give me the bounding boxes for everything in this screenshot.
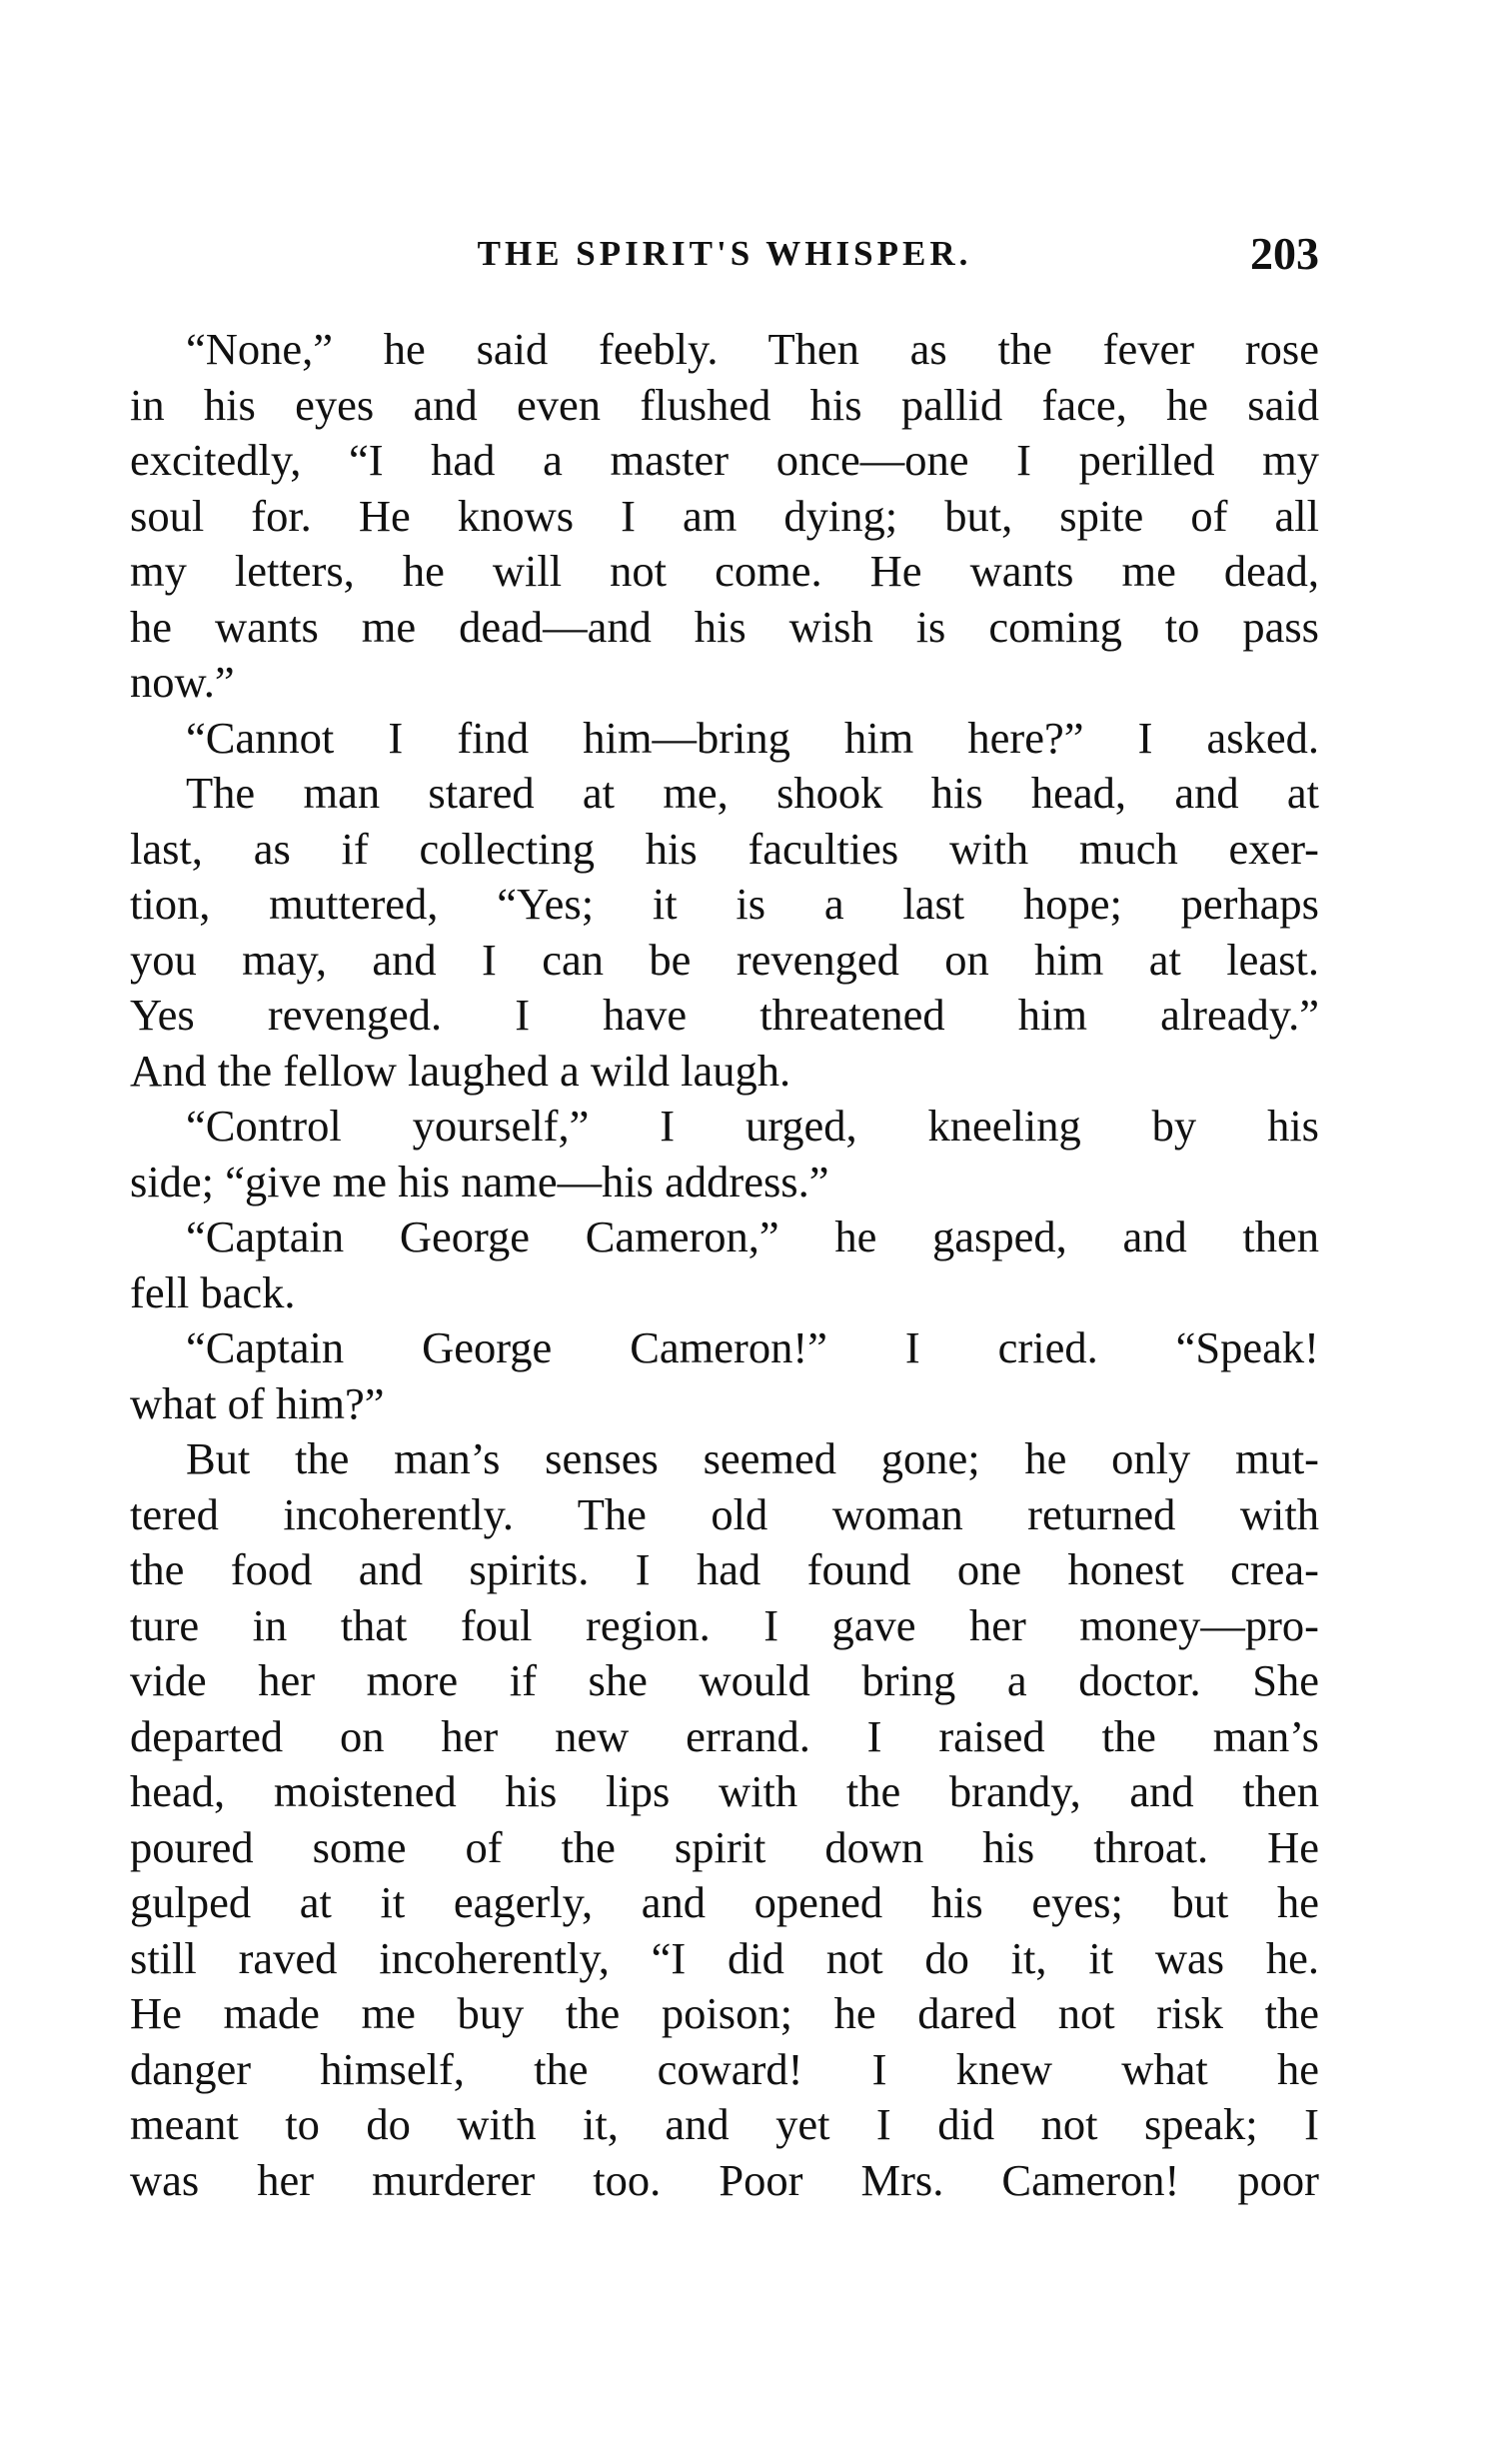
text-line: He made me buy the poison; he dared not risk the — [130, 1988, 1319, 2038]
text-line: ture in that foul region. I gave her money—pro- — [130, 1599, 1319, 1650]
text-line: still raved incoherently, “I did not do it, it was he. — [130, 1932, 1319, 1983]
text-line: fell back. — [130, 1266, 296, 1317]
text-line: what of him?” — [130, 1377, 385, 1428]
text-line: my letters, he will not come. He wants me dead, — [130, 546, 1319, 596]
text-line: vide her more if she would bring a doctor. She — [130, 1655, 1319, 1705]
text-line: “None,” he said feebly. Then as the fever rose — [186, 324, 1319, 374]
text-line: But the man’s senses seemed gone; he only mut- — [186, 1433, 1319, 1483]
text-line: tion, muttered, “Yes; it is a last hope; perhaps — [130, 879, 1319, 929]
running-title: THE SPIRIT'S WHISPER. — [477, 234, 972, 273]
text-line: tered incoherently. The old woman returned with — [130, 1488, 1319, 1539]
text-line: the food and spirits. I had found one honest crea- — [130, 1544, 1319, 1594]
text-line: “Control yourself,” I urged, kneeling by his — [186, 1101, 1319, 1151]
text-line: excitedly, “I had a master once—one I perilled my — [130, 435, 1319, 485]
text-line: now.” — [130, 657, 235, 707]
text-line: The man stared at me, shook his head, and at — [186, 768, 1319, 818]
text-line: side; “give me his name—his address.” — [130, 1156, 829, 1207]
text-line: last, as if collecting his faculties with much exer- — [130, 823, 1319, 874]
text-line: danger himself, the coward! I knew what he — [130, 2043, 1319, 2094]
text-line: “Captain George Cameron!” I cried. “Speak! — [186, 1322, 1319, 1372]
text-line: soul for. He knows I am dying; but, spite of all — [130, 490, 1319, 541]
text-line: poured some of the spirit down his throat. He — [130, 1821, 1319, 1872]
page-number: 203 — [1250, 228, 1319, 279]
text-line: head, moistened his lips with the brandy, and then — [130, 1766, 1319, 1816]
text-line: “Cannot I find him—bring him here?” I asked. — [186, 712, 1319, 763]
text-line: he wants me dead—and his wish is coming to pass — [130, 601, 1319, 652]
body-text — [130, 322, 1319, 2208]
text-line: you may, and I can be revenged on him at least. — [130, 934, 1319, 985]
text-line: in his eyes and even flushed his pallid face, he said — [130, 379, 1319, 430]
text-line: was her murderer too. Poor Mrs. Cameron! poor — [130, 2154, 1319, 2205]
text-line: Yes revenged. I have threatened him already.” — [130, 990, 1319, 1040]
text-line: And the fellow laughed a wild laugh. — [130, 1045, 791, 1096]
text-line: meant to do with it, and yet I did not speak; I — [130, 2099, 1319, 2149]
text-line: “Captain George Cameron,” he gasped, and then — [186, 1212, 1319, 1261]
page-header — [130, 224, 1319, 284]
text-line: departed on her new errand. I raised the man’s — [130, 1710, 1319, 1761]
text-line: gulped at it eagerly, and opened his eyes; but he — [130, 1877, 1319, 1927]
